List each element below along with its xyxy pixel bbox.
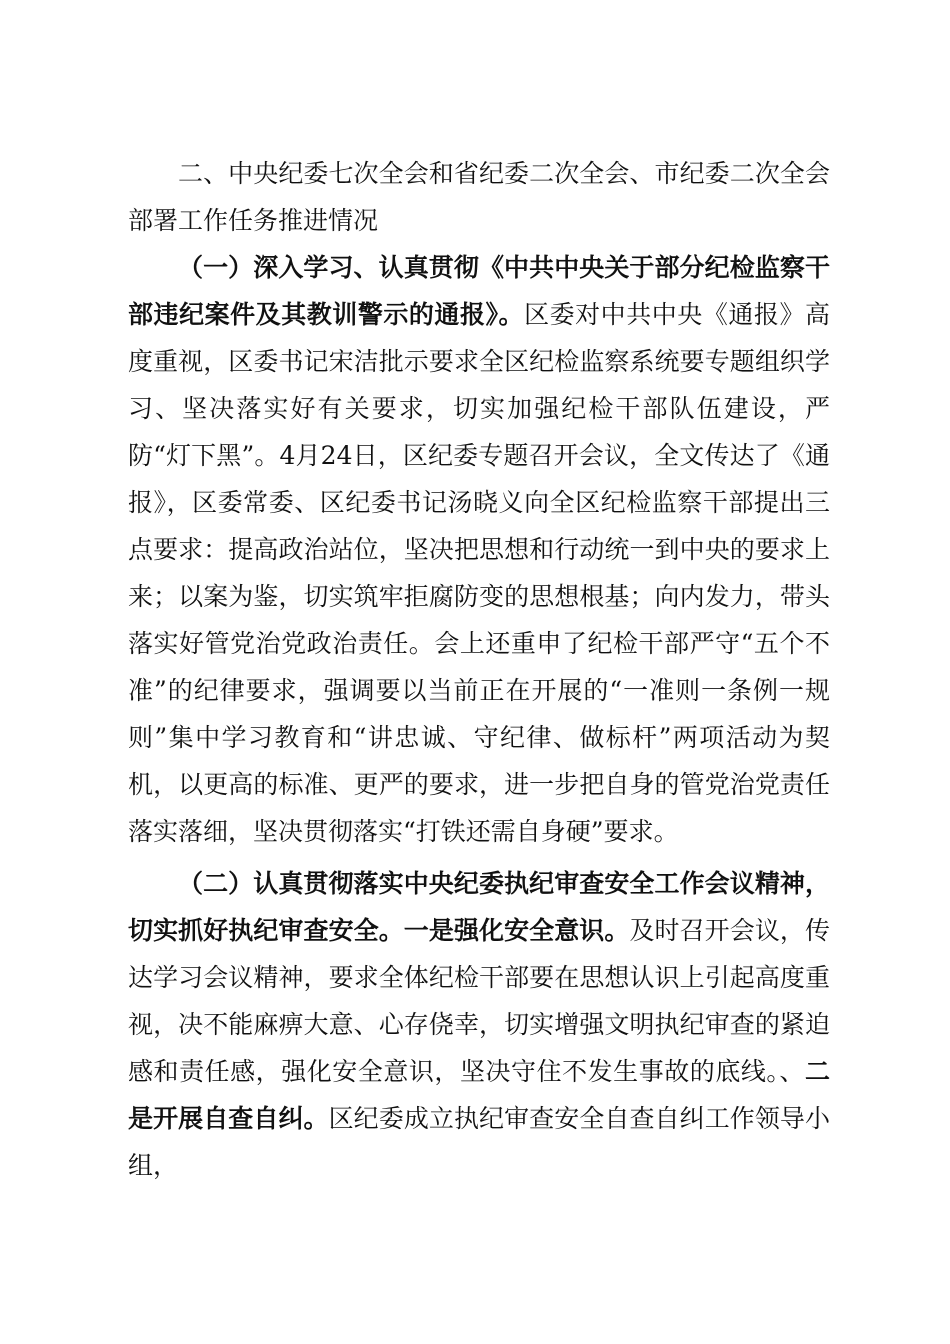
section-2-point-2-title: 二是开展自查自纠。 xyxy=(128,1057,830,1133)
section-2-point-2-body: 区纪委成立执纪审查安全自查自纠工作领导小组， xyxy=(128,1104,830,1180)
section-2-point-1-title: 一是强化安全意识。 xyxy=(403,916,630,945)
section-heading xyxy=(128,150,830,244)
section-2-title: （二）认真贯彻落实中央纪委执纪审查安全工作会议精神，切实抓好执纪审查安全。 xyxy=(128,869,830,945)
section-heading-text: 二、中央纪委七次全会和省纪委二次全会、市纪委二次全会部署工作任务推进情况 xyxy=(128,159,830,235)
section-1-body: 区委对中共中央《通报》高度重视，区委书记宋洁批示要求全区纪检监察系统要专题组织学习、坚决落实好有关要求，切实加强纪检干部队伍建设，严防“灯下黑”。4月24日，区纪委专题召开会议，全文传达了《通报》，区委常委、区纪委书记汤晓义向全区纪检监察干部提出三点要求：提高政治站位，坚决把思想和行动统一到中央的要求上来；以案为鉴，切实筑牢拒腐防变的思想根基；向内发力，带头落实好管党治党政治责任。会上还重申了纪检干部严守“五个不准”的纪律要求，强调要以当前正在开展的“一准则一条例一规则”集中学习教育和“讲忠诚、守纪律、做标杆”两项活动为契机，以更高的标准、更严的要求，进一步把自身的管党治党责任落实落细，坚决贯彻落实“打铁还需自身硬”要求。 xyxy=(128,300,830,846)
paragraph-section-2 xyxy=(128,860,830,1189)
paragraph-section-1 xyxy=(128,244,830,855)
section-2-point-1-body: 及时召开会议，传达学习会议精神，要求全体纪检干部要在思想认识上引起高度重视，决不能麻痹大意、心存侥幸，切实增强文明执纪审查的紧迫感和责任感，强化安全意识，坚决守住不发生事故的底线。、 xyxy=(128,916,830,1086)
section-1-title: （一）深入学习、认真贯彻《中共中央关于部分纪检监察干部违纪案件及其教训警示的通报》。 xyxy=(128,253,830,329)
document-body xyxy=(128,150,830,1189)
